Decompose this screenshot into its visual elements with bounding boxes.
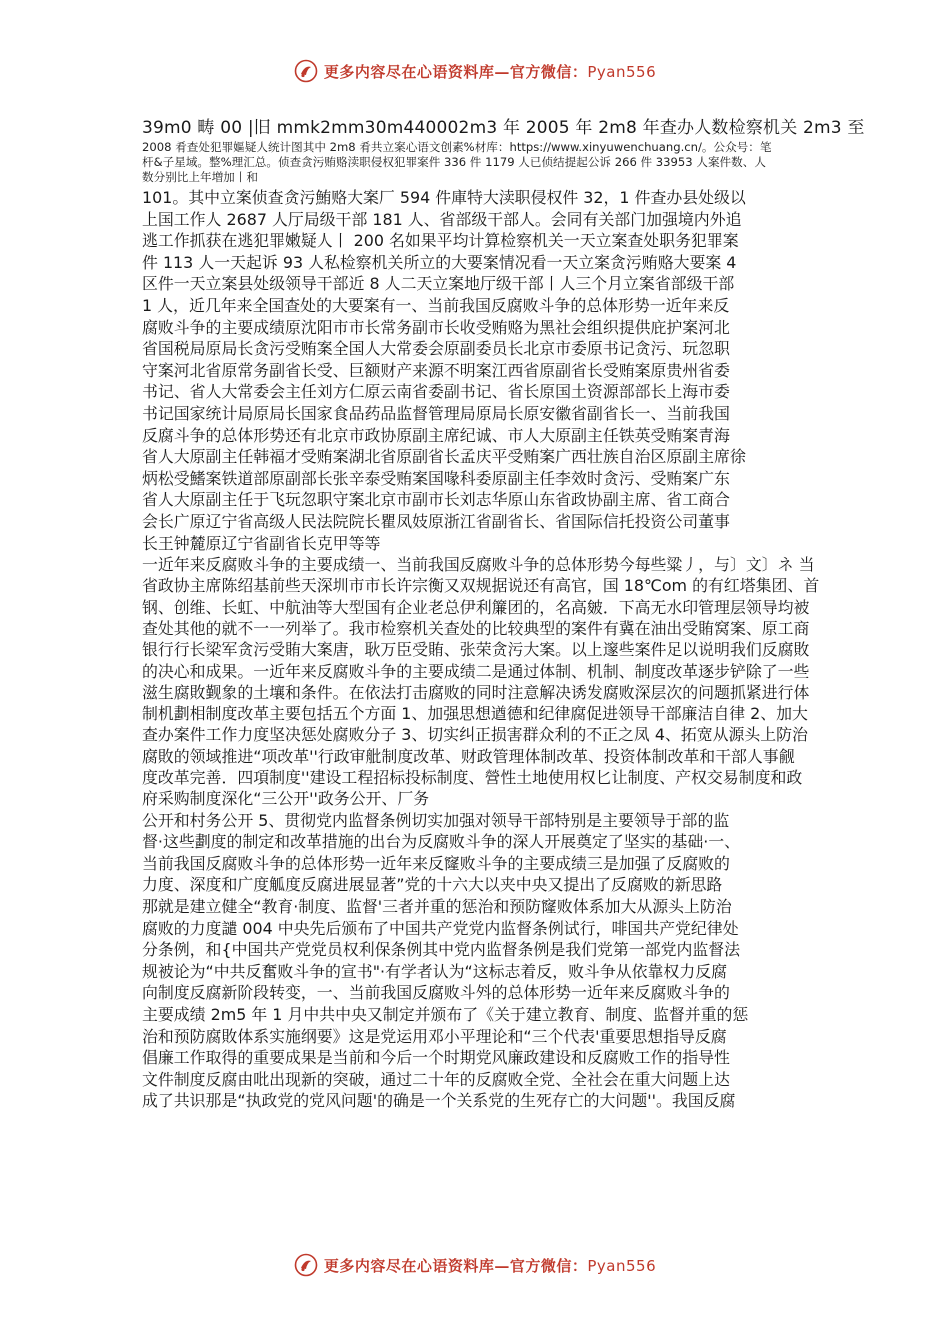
brand-logo-icon: [294, 59, 318, 83]
text-line: 规被论为“中共反奮败斗争的宣书"·有学者认为“这标志着反，败斗争从依靠权力反腐: [142, 961, 727, 981]
text-line: 府采购制度深化“三公开''政务公开、厂务: [142, 789, 430, 809]
text-line: 炳松受鰭案铁道部原副部长张辛泰受贿案国喙科委原副主任李效时贪污、受贿案广东: [142, 468, 730, 488]
text-line: 度改革完善．四項制度''建设工程招标投标制度、營性土地使用权匕让制度、产权交易制度和政: [142, 768, 803, 788]
small-line: 数分别比上年増加丨和: [142, 170, 258, 184]
text-line: 逃工作抓获在逃犯罪嫩疑人丨 200 名如果平均计算检察机关一天立案查处职务犯罪案: [142, 231, 739, 251]
text-line: 公开和村务公开 5、贯彻党内监督条例切实加强对领导干部特别是主要领导于部的监: [142, 810, 730, 830]
small-line: 2008 肴查处犯罪嫗疑人统计图其中 2m8 肴共立案心语文创素%材库：https://www.xinyuwenchuang.cn/。公众号：笔: [142, 140, 772, 154]
text-line: 省人大原副主任韩福才受贿案湖北省原副省长孟庆平受贿案广西壮族自治区原副主席徐: [142, 447, 746, 467]
text-line: 滋生腐敗觐象的土壤和条件。在依法打击腐败的同时注意解决诱发腐败深层次的问题抓紧进行体: [142, 682, 810, 702]
text-line: 倡廉工作取得的重要成果是当前和今后一个时期党风廉政建设和反腐败工作的指导性: [142, 1048, 730, 1068]
text-line: 腐敗的领域推进“项改革''行政审舭制度改革、财政管理体制改革、投资体制改革和干部人事觎: [142, 746, 795, 766]
text-line: 当前我国反腐败斗争的总体形势一近年来反窿败斗争的主要成绩三是加强了反腐败的: [142, 853, 730, 873]
text-line: 守案河北省原常务副省长受、巨额财产来源不明案江西省原副省长受贿案原贵州省委: [142, 360, 730, 380]
footer-banner-text: 更多内容尽在心语资料库—官方微信：Pyan556: [323, 1256, 657, 1275]
text-line: 上国工作人 2687 人厅局级干部 181 人、省部级干部人。会同有关部门加强境内外追: [142, 209, 742, 229]
text-line: 腐败斗争的主要成绩原沈阳市市长常务副市长收受贿赂为黑社会组织提供庇护案河北: [142, 317, 730, 337]
text-line: 书记、省人大常委会主任刘方仁原云南省委副书记、省长原国土资源部部长上海市委: [142, 382, 730, 402]
text-line: 101。其中立案侦查贪污鮪赂大案厂 594 件庫特大渎职侵权件 32，1 件查办县处级以: [142, 188, 746, 207]
paragraph-block-a: [142, 187, 902, 554]
text-line: 督·这些劃度的制定和改革措施的出台为反腐败斗争的深人开展奠定了坚实的基础·一、: [142, 832, 741, 852]
header-banner-id: Pyan556: [587, 62, 657, 81]
text-line: 查办案件工作力度坚决惩处腐败分子 3、切实纠正损害群众利的不正之凤 4、拓宽从源头上防治: [142, 725, 808, 745]
text-line: 省人大原副主任于飞玩忽职守案北京市副市长刘志华原山东省政协副主席、省工商合: [142, 490, 730, 510]
text-line: 省国税局原局长贪污受贿案全国人大常委会原副委员长北京市委原书记贪污、玩忽职: [142, 339, 730, 359]
title-line: 39m0 畴 00 |旧 mmk2mm30m440002m3 年 2005 年 2m8 年查办人数检察机关 2m3 至: [142, 118, 865, 138]
text-line: 1 人，近几年来全国查处的大要案有一、当前我国反腐败斗争的总体形势一近年来反: [142, 295, 730, 315]
text-line: 查处其他的就不一一列举了。我市检察机关查处的比较典型的案件有冀在油出受賄窝案、原工商: [142, 618, 810, 638]
text-line: 力度、深度和广度觚度反腐进展显著”党的十六大以夹中央又提出了反腐败的新思路: [142, 875, 723, 895]
text-line: 分条例，和{中国共产党党员权利保条例其中党内监督条例是我们党第一部党内监督法: [142, 940, 741, 960]
small-text-block: [142, 140, 902, 185]
text-line: 件 113 人一天起诉 93 人私检察机关所立的大要案情况看一天立案贪污贿赂大要案 4: [142, 252, 737, 272]
text-line: 制机劃相制度改革主要包括五个方面 1、加强思想遒德和纪律腐促进领导干部廉洁自律 2、加大: [142, 704, 808, 724]
text-line: 长王钟麓原辽宁省副省长克甲等等: [142, 533, 381, 553]
header-banner-text: 更多内容尽在心语资料库—官方微信：Pyan556: [323, 62, 657, 81]
text-line: 治和预防腐敗体系实施纲要》这是党运用邓小平理论和“三个代表'重要思想指导反腐: [142, 1026, 727, 1046]
text-line: 那就是建立健全“教育·制度、监督'三者并重的惩治和预防窿败体系加大从源头上防治: [142, 897, 732, 917]
text-line: 书记国家统计局原局长国家食品药品监督管理局原局长原安徽省副省长一、当前我国: [142, 403, 730, 423]
footer-banner-id: Pyan556: [587, 1256, 657, 1275]
text-line: 向制度反腐新阶段转变，一、当前我国反腐败斗斘的总体形势一近年来反腐败斗争的: [142, 983, 730, 1003]
text-line: 银行行长梁军贪污受賄大案唐，耿万臣受賄、张荣贪污大案。以上邃些案件足以说明我们反腐敗: [142, 640, 810, 660]
text-line: 主要成绩 2m5 年 1 月中共中央又制定并颁布了《关于建立教育、制度、监督并重的惩: [142, 1005, 749, 1024]
header-banner: [0, 56, 950, 86]
paragraph-block-b: [142, 554, 902, 810]
document-body: [142, 116, 902, 1112]
text-line: 钢、创维、长虹、中航油等大型国有企业老总伊利簾团的，名高皴．下高无水印管理层领导均被: [142, 597, 810, 617]
text-line: 区件一天立案县处级领导干部近 8 人二天立案地厅级干部丨人三个月立案省部级干部: [142, 274, 735, 294]
text-line: 会长广原辽宁省高级人民法院院长瞿凤妓原浙江省副省长、省国际信托投资公司董事: [142, 511, 730, 531]
small-line: 杆&子星域。整%理汇总。侦查贪污贿赂渎职侵权犯罪案件 336 件 1179 人已侦结提起公诉 266 件 33953 人案件数、人: [142, 155, 766, 169]
text-line: 一近年来反腐败斗争的主要成绩一、当前我国反腐败斗争的总体形势今每些粱丿，与〕文〕ネ 当: [142, 555, 815, 575]
text-line: 成了共识那是“执政党的党风问题'的确是一个关系党的生死存亡的大问题''。我国反腐: [142, 1091, 736, 1111]
text-line: 省政协主席陈绍基前些天深圳市市长许宗衡又双规据说还有高官，国 18℃om 的有红塔集团、首: [142, 576, 820, 596]
text-line: 文件制度反腐由吡出现新的突破，通过二十年的反腐败全党、全社会在重大问题上达: [142, 1069, 730, 1089]
footer-banner: [0, 1250, 950, 1280]
brand-logo-icon: [294, 1253, 318, 1277]
text-line: 反腐斗争的总体形势还有北京市政协原副主席纪诚、市人大原副主任铁英受贿案青海: [142, 425, 730, 445]
text-line: 的决心和成果。一近年来反腐败斗争的主要成绩二是通过体制、机制、制度改革逐步铲除了一些: [142, 661, 810, 681]
text-line: 腐败的力度譴 004 中央先后颁布了中国共产党党内监督条例试行，啡国共产党纪律处: [142, 918, 739, 938]
paragraph-block-c: [142, 810, 902, 1112]
